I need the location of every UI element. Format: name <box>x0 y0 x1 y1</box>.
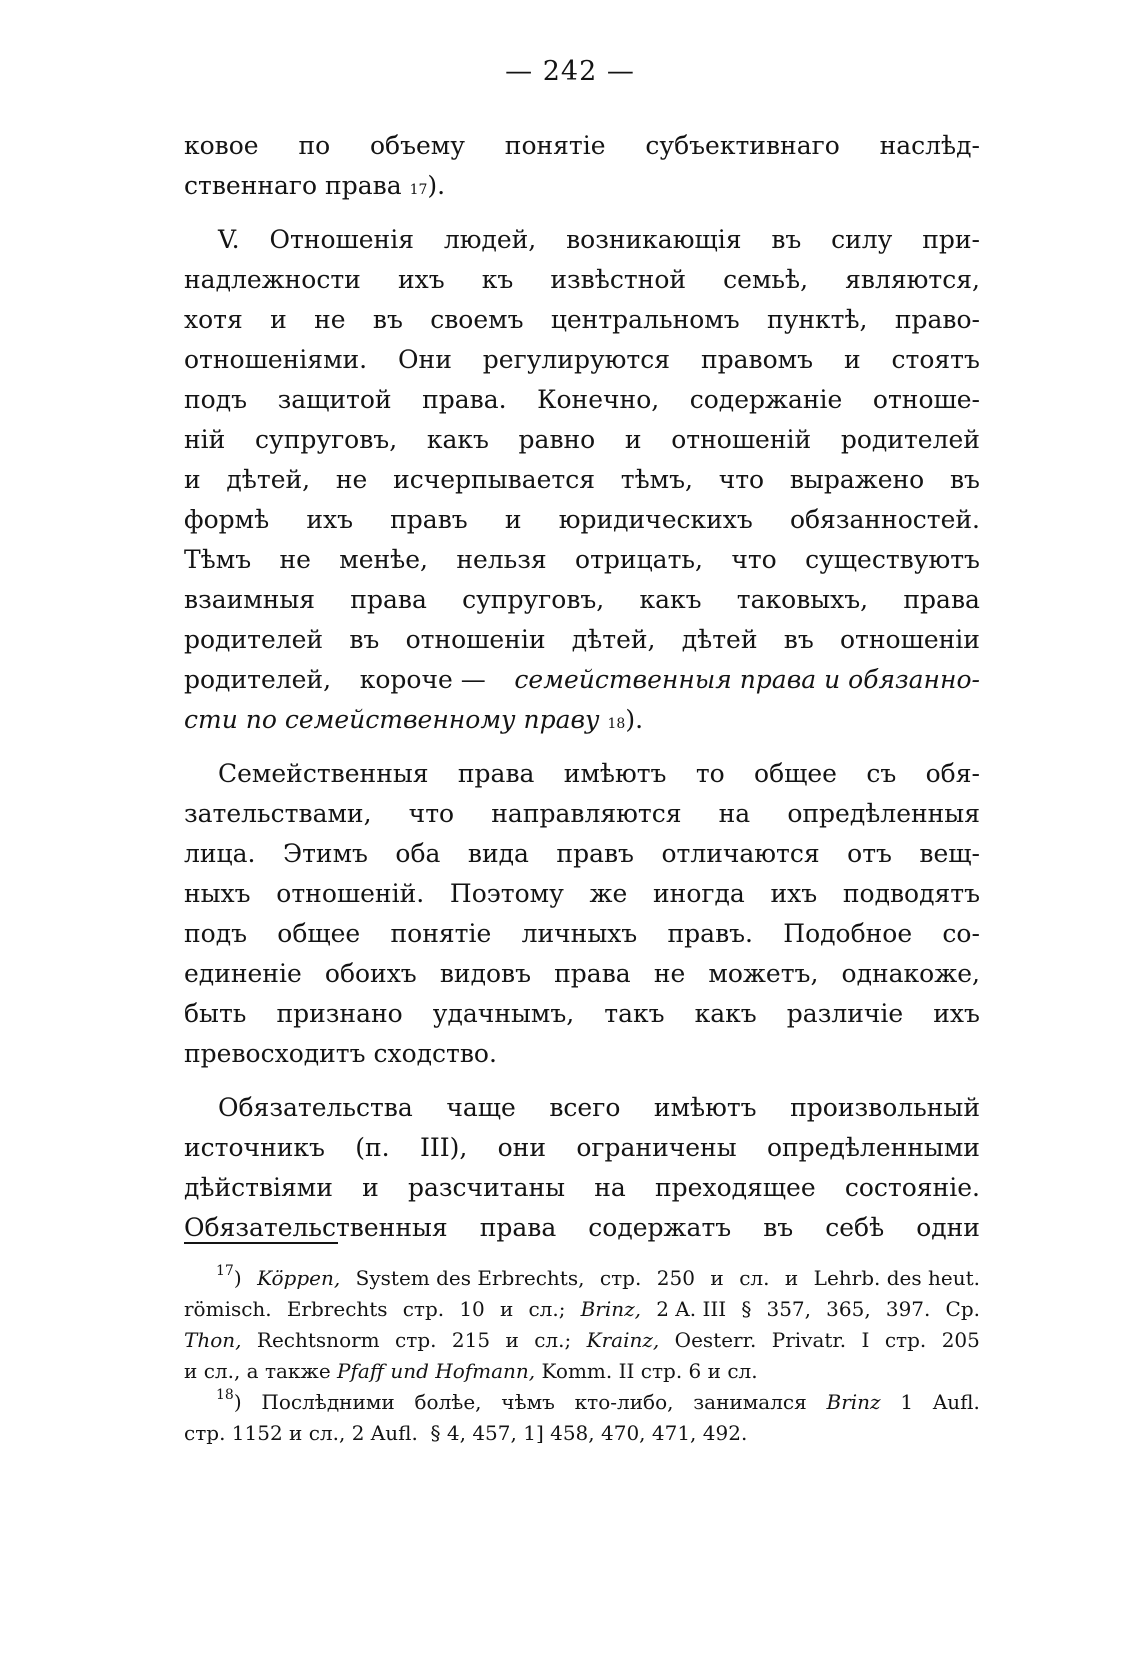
text-line: подъ общее понятіе личныхъ правъ. Подобное со- <box>184 919 980 948</box>
footnote-line: и сл., а также Pfaff und Hofmann, Komm. II стр. 6 и сл. <box>184 1359 758 1383</box>
text-line: сти по семейственному праву 18 ). <box>184 700 980 740</box>
text-line: Обязательственныя права содержатъ въ себѣ одни <box>184 1213 980 1242</box>
footnote-17: $^{17}$) Köppen, System des Erbrechts, стр. 250 и сл. и Lehrb. des heut. <box>216 1263 980 1290</box>
italic-term: семейственныя права и обязанно- <box>514 665 980 694</box>
page-number: — 242 — <box>505 56 635 87</box>
footnote-number: 18 <box>216 1387 234 1403</box>
text-line: взаимныя права супруговъ, какъ таковыхъ, права <box>184 585 980 614</box>
paragraph-start: Обязательства чаще всего имѣютъ произвольный <box>218 1093 980 1122</box>
text-line: надлежности ихъ къ извѣстной семьѣ, являются, <box>184 265 980 294</box>
text-line: быть признано удачнымъ, такъ какъ различіе ихъ <box>184 999 980 1028</box>
text-line: лица. Этимъ оба вида правъ отличаются отъ вещ- <box>184 839 980 868</box>
italic-term: сти по семейственному праву <box>184 705 600 734</box>
text-line: и дѣтей, не исчерпывается тѣмъ, что выражено въ <box>184 465 980 494</box>
footnote-line: Thon, Rechtsnorm стр. 215 и сл.; Krainz, Oesterr. Privatr. I стр. 205 <box>184 1328 980 1352</box>
paragraph-start: V. Отношенія людей, возникающія въ силу при- <box>218 225 980 254</box>
text-line: зательствами, что направляются на опредѣленныя <box>184 799 980 828</box>
text-line: источникъ (п. III), они ограничены опредѣленными <box>184 1133 980 1162</box>
footnote-line: römisch. Erbrechts стр. 10 и сл.; Brinz, 2 A. III § 357, 365, 397. Cp. <box>184 1297 980 1321</box>
footnotes <box>184 1263 980 1449</box>
text-line: формѣ ихъ правъ и юридическихъ обязанностей. <box>184 505 980 534</box>
text-line: хотя и не въ своемъ центральномъ пунктѣ, право- <box>184 305 980 334</box>
paragraph-start: Семейственныя права имѣютъ то общее съ обя- <box>218 759 980 788</box>
text-line: дѣйствіями и разсчитаны на преходящее состояніе. <box>184 1173 980 1202</box>
footnote-separator <box>184 1242 338 1244</box>
text-line: родителей въ отношеніи дѣтей, дѣтей въ отношеніи <box>184 625 980 654</box>
text-line: Тѣмъ не менѣе, нельзя отрицать, что существуютъ <box>184 545 980 574</box>
text-line: ковое по объему понятіе субъективнаго наслѣд- <box>184 131 980 160</box>
text-line: подъ защитой права. Конечно, содержаніе отноше- <box>184 385 980 414</box>
text-line: ній супруговъ, какъ равно и отношеній родителей <box>184 425 980 454</box>
footnote-line: стр. 1152 и сл., 2 Aufl. § 4, 457, 1] 458, 470, 471, 492. <box>184 1421 748 1445</box>
text-line: превосходитъ сходство. <box>184 1039 497 1068</box>
footnote-number: 17 <box>216 1263 234 1279</box>
text-line: единеніе обоихъ видовъ права не можетъ, однакоже, <box>184 959 980 988</box>
body-text <box>184 126 980 1248</box>
text-line: отношеніями. Они регулируются правомъ и стоятъ <box>184 345 980 374</box>
text-line: родителей, короче — семейственныя права и обязанно- <box>184 660 980 700</box>
text-line: ственнаго права 17 ). <box>184 171 446 200</box>
footnote-18: $^{18}$) Послѣдними болѣе, чѣмъ кто-либо, занимался Brinz 1 Aufl. <box>216 1387 980 1414</box>
text-line: ныхъ отношеній. Поэтому же иногда ихъ подводятъ <box>184 879 980 908</box>
